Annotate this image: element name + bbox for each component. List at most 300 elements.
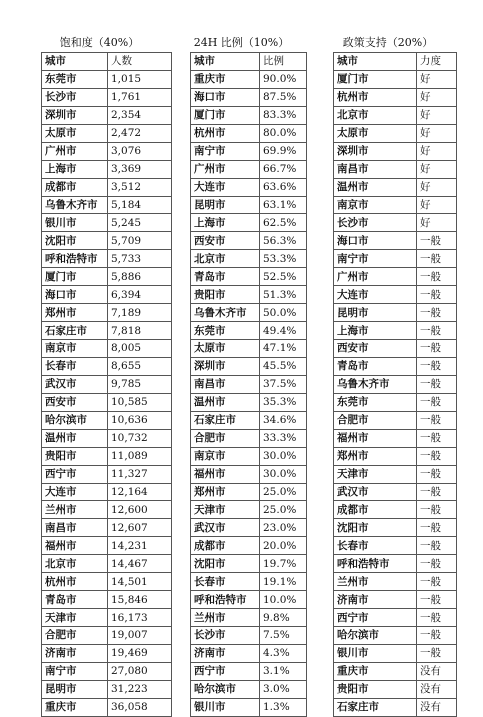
value-cell: 10.0%: [260, 591, 307, 609]
value-cell: 好: [417, 70, 457, 88]
table-row: [191, 519, 307, 537]
city-cell: 成都市: [42, 178, 108, 196]
table-row: [42, 644, 172, 662]
city-cell: 重庆市: [42, 698, 108, 716]
table-row: [334, 609, 457, 627]
table-row: [42, 70, 172, 88]
table-row: [334, 178, 457, 196]
city-cell: 呼和浩特市: [191, 591, 260, 609]
city-cell: 西安市: [191, 232, 260, 250]
table-row: [191, 88, 307, 106]
table-row: [42, 286, 172, 304]
value-cell: 12,164: [108, 483, 172, 501]
city-cell: 大连市: [42, 483, 108, 501]
city-cell: 石家庄市: [334, 698, 417, 716]
city-cell: 福州市: [42, 537, 108, 555]
value-cell: 1,761: [108, 88, 172, 106]
city-cell: 天津市: [191, 501, 260, 519]
saturation-title: 饱和度（40%）: [59, 36, 140, 49]
city-cell: 杭州市: [42, 573, 108, 591]
value-cell: 2,354: [108, 106, 172, 124]
value-cell: 45.5%: [260, 357, 307, 375]
table-row: [42, 268, 172, 286]
ratio-24h-table: [190, 52, 307, 717]
table-row: [42, 483, 172, 501]
city-cell: 合肥市: [334, 411, 417, 429]
value-cell: 7,189: [108, 304, 172, 322]
value-cell: 5,709: [108, 232, 172, 250]
value-cell: 一般: [417, 250, 457, 268]
table-row: [334, 501, 457, 519]
value-cell: 好: [417, 178, 457, 196]
value-cell: 8,655: [108, 357, 172, 375]
city-cell: 长春市: [191, 573, 260, 591]
value-cell: 一般: [417, 591, 457, 609]
value-cell: 69.9%: [260, 142, 307, 160]
city-cell: 武汉市: [334, 483, 417, 501]
city-cell: 乌鲁木齐市: [42, 196, 108, 214]
city-cell: 石家庄市: [42, 322, 108, 340]
value-cell: 19.1%: [260, 573, 307, 591]
policy-support-table: [333, 52, 457, 717]
table-row: [334, 483, 457, 501]
city-cell: 厦门市: [334, 70, 417, 88]
city-cell: 南昌市: [42, 519, 108, 537]
table-row: [334, 662, 457, 680]
column-header: 城市: [42, 53, 108, 71]
city-cell: 武汉市: [191, 519, 260, 537]
value-cell: 一般: [417, 501, 457, 519]
value-cell: 14,501: [108, 573, 172, 591]
table-row: [42, 591, 172, 609]
table-row: [42, 304, 172, 322]
table-row: [42, 88, 172, 106]
value-cell: 好: [417, 214, 457, 232]
city-cell: 南昌市: [334, 160, 417, 178]
city-cell: 沈阳市: [42, 232, 108, 250]
city-cell: 西宁市: [42, 465, 108, 483]
value-cell: 63.1%: [260, 196, 307, 214]
value-cell: 好: [417, 88, 457, 106]
table-row: [42, 519, 172, 537]
value-cell: 3,369: [108, 160, 172, 178]
value-cell: 66.7%: [260, 160, 307, 178]
value-cell: 一般: [417, 411, 457, 429]
value-cell: 9,785: [108, 375, 172, 393]
value-cell: 23.0%: [260, 519, 307, 537]
city-cell: 东莞市: [191, 322, 260, 340]
city-cell: 成都市: [191, 537, 260, 555]
value-cell: 27,080: [108, 662, 172, 680]
value-cell: 一般: [417, 609, 457, 627]
value-cell: 8,005: [108, 340, 172, 358]
table-row: [42, 106, 172, 124]
table-row: [42, 662, 172, 680]
value-cell: 一般: [417, 644, 457, 662]
city-cell: 天津市: [334, 465, 417, 483]
table-row: [42, 124, 172, 142]
column-header: 力度: [417, 53, 457, 71]
table-row: [334, 393, 457, 411]
city-cell: 大连市: [334, 286, 417, 304]
table-row: [42, 232, 172, 250]
city-cell: 广州市: [42, 142, 108, 160]
value-cell: 好: [417, 124, 457, 142]
city-cell: 贵阳市: [334, 680, 417, 698]
city-cell: 南宁市: [334, 250, 417, 268]
table-row: [191, 142, 307, 160]
city-cell: 海口市: [42, 286, 108, 304]
value-cell: 14,231: [108, 537, 172, 555]
value-cell: 49.4%: [260, 322, 307, 340]
table-row: [42, 429, 172, 447]
city-cell: 天津市: [42, 609, 108, 627]
value-cell: 一般: [417, 519, 457, 537]
city-cell: 太原市: [191, 340, 260, 358]
city-cell: 青岛市: [191, 268, 260, 286]
city-cell: 南京市: [42, 340, 108, 358]
value-cell: 好: [417, 160, 457, 178]
table-row: [42, 555, 172, 573]
city-cell: 福州市: [334, 429, 417, 447]
city-cell: 温州市: [42, 429, 108, 447]
table-row: [191, 286, 307, 304]
table-row: [334, 304, 457, 322]
city-cell: 温州市: [191, 393, 260, 411]
value-cell: 10,585: [108, 393, 172, 411]
value-cell: 一般: [417, 340, 457, 358]
column-header: 城市: [191, 53, 260, 71]
table-row: [191, 322, 307, 340]
table-row: [191, 232, 307, 250]
value-cell: 30.0%: [260, 465, 307, 483]
table-row: [334, 160, 457, 178]
city-cell: 郑州市: [191, 483, 260, 501]
table-row: [334, 322, 457, 340]
table-row: [334, 519, 457, 537]
value-cell: 3.1%: [260, 662, 307, 680]
value-cell: 36,058: [108, 698, 172, 716]
city-cell: 广州市: [334, 268, 417, 286]
table-row: [191, 124, 307, 142]
city-cell: 西安市: [334, 340, 417, 358]
table-row: [42, 196, 172, 214]
city-cell: 西宁市: [334, 609, 417, 627]
value-cell: 19,007: [108, 627, 172, 645]
value-cell: 53.3%: [260, 250, 307, 268]
city-cell: 太原市: [42, 124, 108, 142]
column-header: 人数: [108, 53, 172, 71]
table-row: [191, 178, 307, 196]
city-cell: 乌鲁木齐市: [334, 375, 417, 393]
table-row: [191, 268, 307, 286]
value-cell: 一般: [417, 537, 457, 555]
value-cell: 4.3%: [260, 644, 307, 662]
table-row: [191, 375, 307, 393]
value-cell: 50.0%: [260, 304, 307, 322]
table-row: [42, 160, 172, 178]
city-cell: 重庆市: [191, 70, 260, 88]
city-cell: 呼和浩特市: [42, 250, 108, 268]
table-row: [42, 393, 172, 411]
table-row: [334, 88, 457, 106]
value-cell: 一般: [417, 573, 457, 591]
value-cell: 一般: [417, 555, 457, 573]
value-cell: 15,846: [108, 591, 172, 609]
table-row: [42, 178, 172, 196]
value-cell: 25.0%: [260, 501, 307, 519]
value-cell: 1.3%: [260, 698, 307, 716]
table-row: [42, 465, 172, 483]
city-cell: 哈尔滨市: [191, 680, 260, 698]
value-cell: 9.8%: [260, 609, 307, 627]
city-cell: 济南市: [334, 591, 417, 609]
table-row: [191, 609, 307, 627]
city-cell: 呼和浩特市: [334, 555, 417, 573]
value-cell: 一般: [417, 465, 457, 483]
table-row: [42, 627, 172, 645]
value-cell: 10,732: [108, 429, 172, 447]
value-cell: 一般: [417, 447, 457, 465]
value-cell: 16,173: [108, 609, 172, 627]
table-row: [334, 573, 457, 591]
city-cell: 广州市: [191, 160, 260, 178]
city-cell: 杭州市: [191, 124, 260, 142]
value-cell: 一般: [417, 393, 457, 411]
table-row: [191, 429, 307, 447]
city-cell: 北京市: [42, 555, 108, 573]
table-row: [191, 393, 307, 411]
city-cell: 长春市: [42, 357, 108, 375]
value-cell: 19.7%: [260, 555, 307, 573]
table-row: [191, 160, 307, 178]
city-cell: 东莞市: [42, 70, 108, 88]
city-cell: 上海市: [334, 322, 417, 340]
value-cell: 47.1%: [260, 340, 307, 358]
table-row: [191, 680, 307, 698]
value-cell: 没有: [417, 662, 457, 680]
city-cell: 东莞市: [334, 393, 417, 411]
table-row: [334, 106, 457, 124]
city-cell: 昆明市: [42, 680, 108, 698]
value-cell: 3,512: [108, 178, 172, 196]
value-cell: 34.6%: [260, 411, 307, 429]
value-cell: 11,327: [108, 465, 172, 483]
table-row: [334, 644, 457, 662]
value-cell: 62.5%: [260, 214, 307, 232]
city-cell: 海口市: [334, 232, 417, 250]
city-cell: 郑州市: [334, 447, 417, 465]
value-cell: 19,469: [108, 644, 172, 662]
table-row: [42, 573, 172, 591]
city-cell: 厦门市: [42, 268, 108, 286]
city-cell: 南宁市: [191, 142, 260, 160]
value-cell: 5,184: [108, 196, 172, 214]
value-cell: 一般: [417, 286, 457, 304]
city-cell: 福州市: [191, 465, 260, 483]
table-row: [334, 698, 457, 716]
table-row: [42, 357, 172, 375]
value-cell: 没有: [417, 680, 457, 698]
value-cell: 63.6%: [260, 178, 307, 196]
table-row: [42, 375, 172, 393]
city-cell: 深圳市: [42, 106, 108, 124]
table-row: [42, 411, 172, 429]
table-row: [334, 340, 457, 358]
value-cell: 一般: [417, 429, 457, 447]
value-cell: 14,467: [108, 555, 172, 573]
table-row: [191, 662, 307, 680]
value-cell: 好: [417, 142, 457, 160]
city-cell: 长沙市: [42, 88, 108, 106]
city-cell: 北京市: [334, 106, 417, 124]
city-cell: 青岛市: [42, 591, 108, 609]
table-row: [191, 357, 307, 375]
table-row: [191, 627, 307, 645]
table-row: [191, 106, 307, 124]
table-row: [42, 447, 172, 465]
table-row: [334, 447, 457, 465]
city-cell: 深圳市: [191, 357, 260, 375]
value-cell: 30.0%: [260, 447, 307, 465]
table-row: [191, 698, 307, 716]
value-cell: 3.0%: [260, 680, 307, 698]
value-cell: 51.3%: [260, 286, 307, 304]
value-cell: 20.0%: [260, 537, 307, 555]
value-cell: 33.3%: [260, 429, 307, 447]
value-cell: 5,886: [108, 268, 172, 286]
value-cell: 87.5%: [260, 88, 307, 106]
table-row: [334, 124, 457, 142]
table-row: [191, 447, 307, 465]
table-row: [334, 286, 457, 304]
city-cell: 贵阳市: [191, 286, 260, 304]
value-cell: 5,733: [108, 250, 172, 268]
city-cell: 南宁市: [42, 662, 108, 680]
value-cell: 11,089: [108, 447, 172, 465]
value-cell: 56.3%: [260, 232, 307, 250]
city-cell: 沈阳市: [334, 519, 417, 537]
value-cell: 80.0%: [260, 124, 307, 142]
column-header: 城市: [334, 53, 417, 71]
table-header-row: [334, 53, 457, 71]
city-cell: 西安市: [42, 393, 108, 411]
city-cell: 杭州市: [334, 88, 417, 106]
table-row: [42, 250, 172, 268]
city-cell: 兰州市: [191, 609, 260, 627]
city-cell: 南京市: [191, 447, 260, 465]
value-cell: 一般: [417, 268, 457, 286]
city-cell: 兰州市: [334, 573, 417, 591]
value-cell: 3,076: [108, 142, 172, 160]
table-row: [334, 196, 457, 214]
table-row: [42, 340, 172, 358]
table-row: [334, 627, 457, 645]
table-row: [334, 429, 457, 447]
value-cell: 1,015: [108, 70, 172, 88]
table-row: [334, 250, 457, 268]
saturation-table: [41, 52, 172, 717]
table-row: [191, 591, 307, 609]
city-cell: 银川市: [42, 214, 108, 232]
table-row: [42, 609, 172, 627]
city-cell: 温州市: [334, 178, 417, 196]
table-row: [191, 537, 307, 555]
table-row: [334, 537, 457, 555]
value-cell: 一般: [417, 483, 457, 501]
value-cell: 一般: [417, 322, 457, 340]
table-row: [42, 214, 172, 232]
city-cell: 上海市: [42, 160, 108, 178]
value-cell: 一般: [417, 357, 457, 375]
table-row: [191, 644, 307, 662]
value-cell: 7.5%: [260, 627, 307, 645]
value-cell: 12,600: [108, 501, 172, 519]
city-cell: 济南市: [191, 644, 260, 662]
value-cell: 5,245: [108, 214, 172, 232]
city-cell: 昆明市: [191, 196, 260, 214]
table-row: [191, 555, 307, 573]
value-cell: 一般: [417, 627, 457, 645]
value-cell: 35.3%: [260, 393, 307, 411]
table-row: [334, 465, 457, 483]
city-cell: 郑州市: [42, 304, 108, 322]
city-cell: 大连市: [191, 178, 260, 196]
value-cell: 31,223: [108, 680, 172, 698]
city-cell: 太原市: [334, 124, 417, 142]
table-row: [334, 555, 457, 573]
table-row: [42, 322, 172, 340]
table-row: [334, 591, 457, 609]
city-cell: 济南市: [42, 644, 108, 662]
city-cell: 银川市: [334, 644, 417, 662]
table-row: [42, 698, 172, 716]
policy-support-title: 政策支持（20%）: [342, 36, 434, 49]
table-header-row: [191, 53, 307, 71]
value-cell: 83.3%: [260, 106, 307, 124]
city-cell: 乌鲁木齐市: [191, 304, 260, 322]
table-row: [191, 304, 307, 322]
city-cell: 厦门市: [191, 106, 260, 124]
city-cell: 海口市: [191, 88, 260, 106]
value-cell: 2,472: [108, 124, 172, 142]
city-cell: 哈尔滨市: [334, 627, 417, 645]
city-cell: 青岛市: [334, 357, 417, 375]
value-cell: 好: [417, 196, 457, 214]
table-row: [191, 70, 307, 88]
city-cell: 兰州市: [42, 501, 108, 519]
city-cell: 哈尔滨市: [42, 411, 108, 429]
city-cell: 贵阳市: [42, 447, 108, 465]
table-row: [42, 680, 172, 698]
table-row: [191, 573, 307, 591]
table-row: [334, 232, 457, 250]
table-row: [191, 501, 307, 519]
table-row: [334, 268, 457, 286]
city-cell: 合肥市: [42, 627, 108, 645]
city-cell: 银川市: [191, 698, 260, 716]
city-cell: 深圳市: [334, 142, 417, 160]
table-row: [191, 465, 307, 483]
city-cell: 长春市: [334, 537, 417, 555]
value-cell: 10,636: [108, 411, 172, 429]
value-cell: 6,394: [108, 286, 172, 304]
table-row: [42, 142, 172, 160]
table-row: [334, 214, 457, 232]
table-row: [334, 142, 457, 160]
table-row: [191, 483, 307, 501]
city-cell: 合肥市: [191, 429, 260, 447]
